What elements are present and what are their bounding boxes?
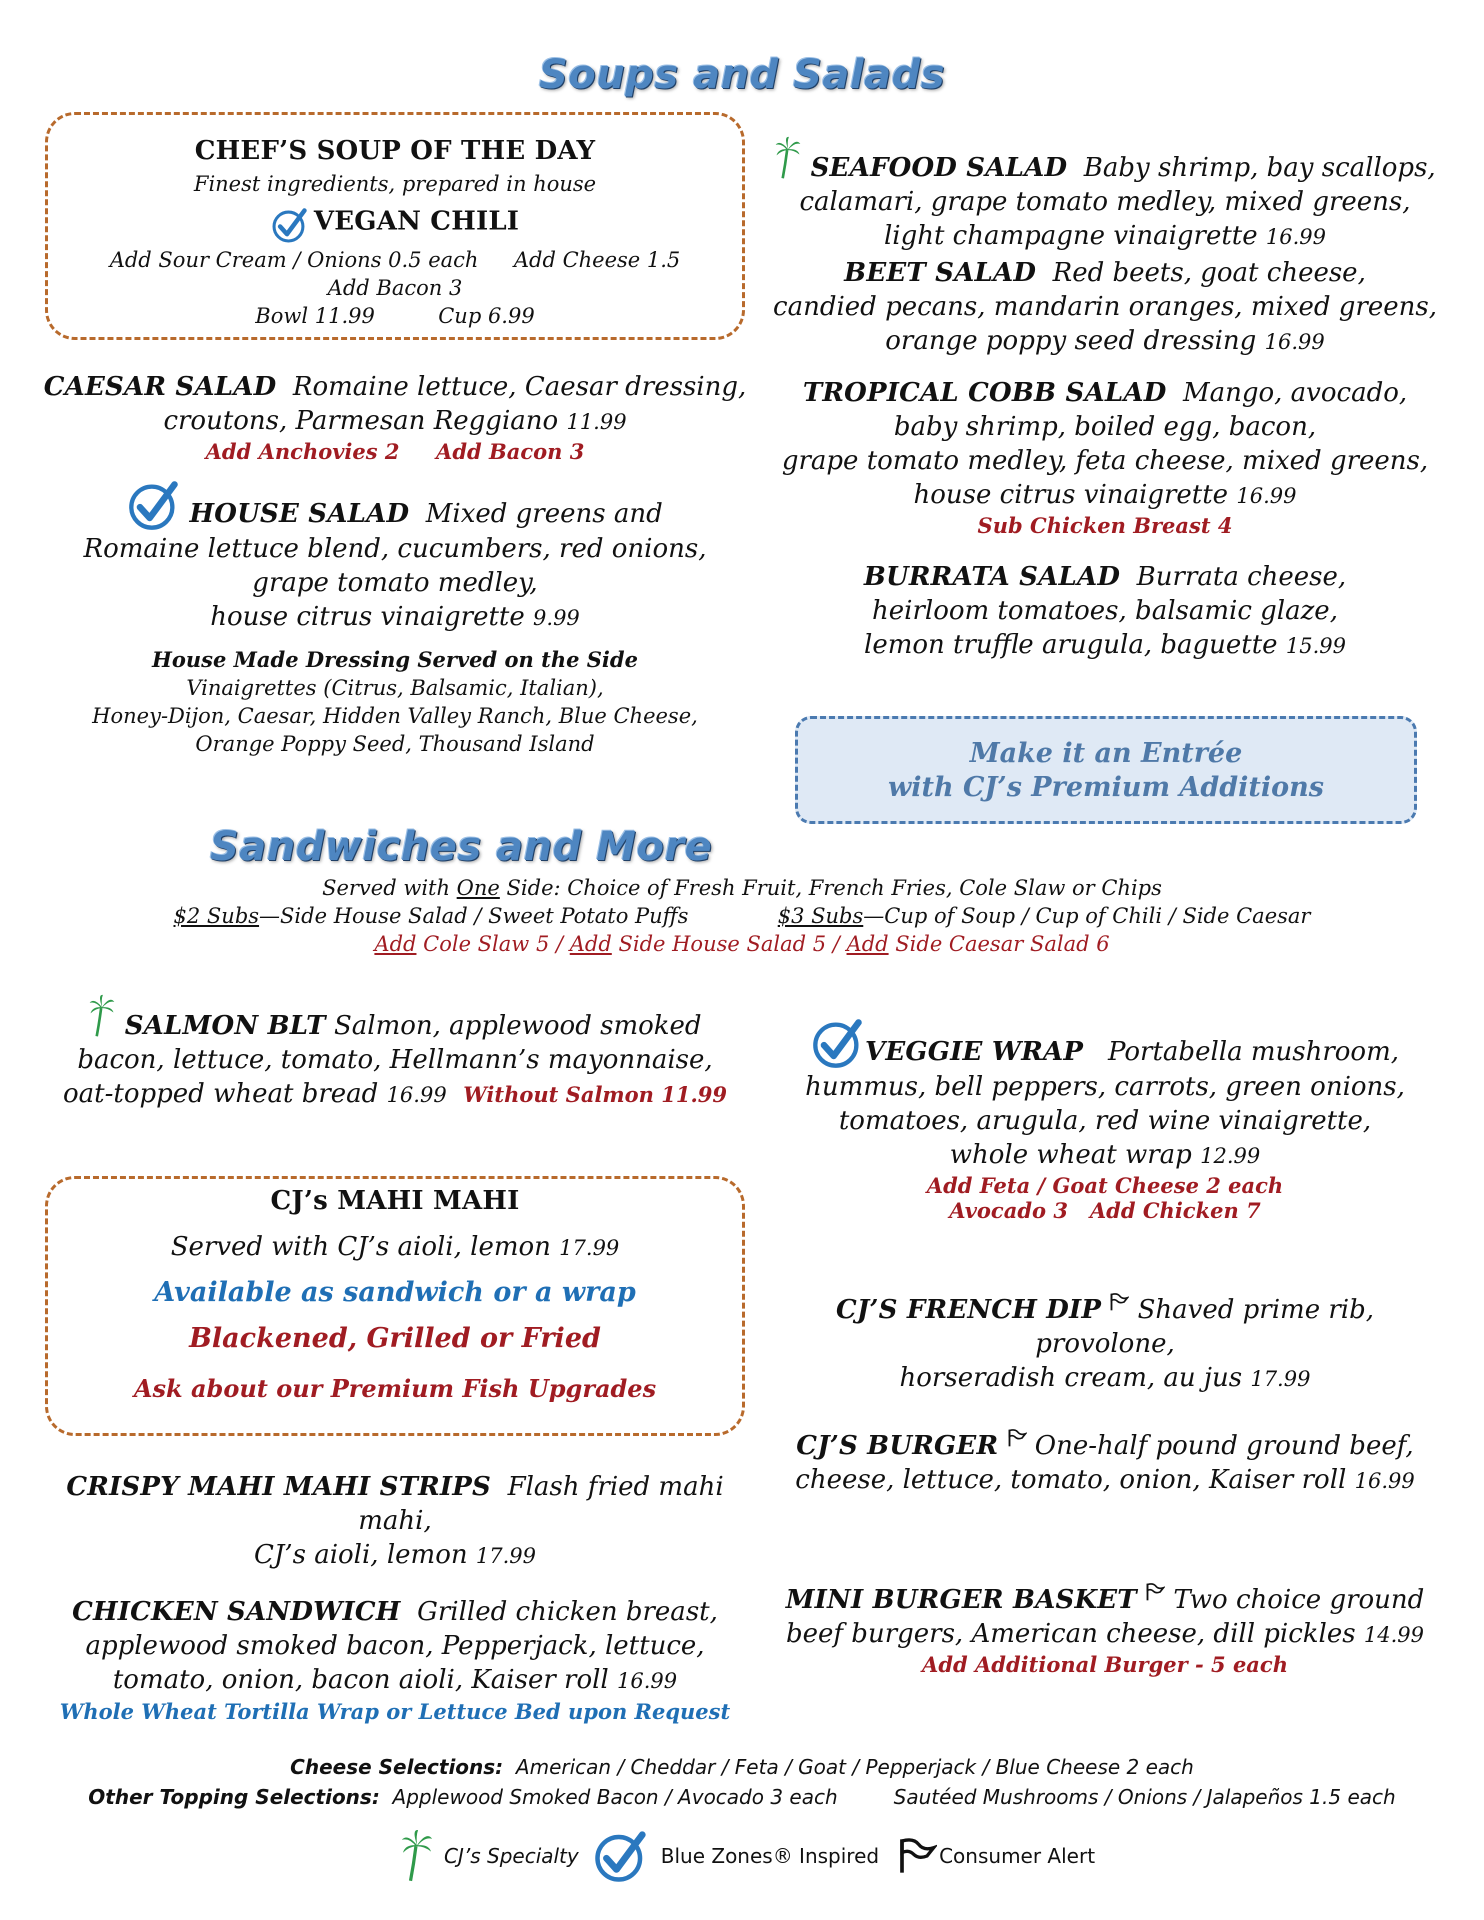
blue-zones-check-icon (271, 206, 309, 244)
french-dip-desc-2: horseradish cream, au jus (899, 1363, 1243, 1393)
soup-addons-row (45, 246, 745, 274)
cjs-burger (770, 1428, 1440, 1498)
chicken-price: 16.99 (617, 1669, 678, 1693)
mahi-prep-options: Blackened, Grilled or Fried (189, 1323, 601, 1354)
chicken-desc-1: Grilled chicken breast, (417, 1597, 718, 1627)
veggie-wrap (770, 1016, 1440, 1223)
premium-additions-box (795, 716, 1417, 824)
soup-tagline: Finest ingredients, prepared in house (193, 172, 597, 196)
seafood-salad (770, 136, 1440, 254)
other-topping-selections: Other Topping Selections: Applewood Smoked Bacon / Avocado 3 each Sautéed Mushrooms / Onions / Jalapeños 1.5 each (88, 1785, 1396, 1809)
french-dip-name: CJ’S FRENCH DIP (835, 1295, 1102, 1325)
mahi-desc: Served with CJ’s aioli, lemon (170, 1232, 551, 1262)
burrata-desc-1: Burrata cheese, (1136, 562, 1347, 592)
chicken-name: CHICKEN SANDWICH (72, 1597, 401, 1627)
beet-name: BEET SALAD (844, 258, 1037, 288)
salmon-blt-desc-3: oat-topped wheat bread (63, 1079, 379, 1109)
salmon-blt-name: SALMON BLT (124, 1011, 326, 1041)
french-dip-price: 17.99 (1250, 1367, 1311, 1391)
cj-specialty-palm-icon (88, 994, 116, 1038)
cobb-desc-2: baby shrimp, boiled egg, bacon, (893, 412, 1317, 442)
soup-addon-sour-cream: Add Sour Cream / Onions 0.5 each (109, 248, 479, 272)
veggie-wrap-add-2: Avocado 3 Add Chicken 7 (949, 1198, 1261, 1223)
burrata-desc-3: lemon truffle arugula, baguette (864, 630, 1278, 660)
dressings-line-3: Orange Poppy Seed, Thousand Island (195, 732, 595, 756)
caesar-desc-2: croutons, Parmesan Reggiano (163, 406, 559, 436)
mahi-wrap-option: Available as sandwich or a wrap (154, 1277, 636, 1308)
salmon-blt-price: 16.99 (386, 1083, 447, 1107)
salmon-blt-alt: Without Salmon 11.99 (463, 1082, 727, 1107)
beet-salad (770, 256, 1440, 359)
mahi-upgrades: Ask about our Premium Fish Upgrades (133, 1374, 657, 1403)
chicken-note: Whole Wheat Tortilla Wrap or Lettuce Bed upon Request (59, 1699, 731, 1724)
caesar-desc-1: Romaine lettuce, Caesar dressing, (292, 372, 747, 402)
burger-name: CJ’S BURGER (796, 1431, 999, 1461)
mahi-box-content (45, 1184, 745, 1404)
chicken-desc-3: tomato, onion, bacon aioli, Kaiser roll (112, 1665, 609, 1695)
french-dip (770, 1292, 1440, 1396)
mahi-price: 17.99 (559, 1236, 620, 1260)
seafood-desc-3: light champagne vinaigrette (883, 221, 1258, 251)
blue-zones-check-icon (127, 478, 181, 532)
consumer-alert-flag-icon (1109, 1292, 1129, 1312)
veggie-wrap-name: VEGGIE WRAP (864, 1037, 1084, 1067)
dressings-line-2: Honey-Dijon, Caesar, Hidden Valley Ranch, Blue Cheese, (92, 704, 698, 728)
house-desc-4: house citrus vinaigrette (210, 602, 525, 632)
sides-info (0, 874, 1484, 958)
dressings-title: House Made Dressing Served on the Side (152, 647, 638, 672)
consumer-alert-flag-icon (1145, 1582, 1165, 1602)
mahi-strips-desc-2: CJ’s aioli, lemon (254, 1540, 468, 1570)
cobb-desc-4: house citrus vinaigrette (913, 480, 1229, 510)
soup-sizes-row (45, 302, 745, 330)
seafood-desc-1: Baby shrimp, bay scallops, (1083, 153, 1436, 183)
tropical-cobb-salad (770, 376, 1440, 538)
mahi-name: CJ’s MAHI MAHI (270, 1186, 520, 1216)
soup-name: CHEF’S SOUP OF THE DAY (194, 136, 596, 166)
entree-line-2: with CJ’s Premium Additions (888, 772, 1324, 803)
blue-zones-check-icon (593, 1828, 649, 1884)
cj-specialty-palm-icon (400, 1829, 434, 1883)
cheese-selections: Cheese Selections: American / Cheddar / Feta / Goat / Pepperjack / Blue Cheese 2 each (290, 1755, 1194, 1779)
veggie-wrap-price: 12.99 (1200, 1144, 1261, 1168)
burger-desc-1: One-half pound ground beef, (1034, 1431, 1414, 1461)
house-desc-2: Romaine lettuce blend, cucumbers, red onions, (83, 534, 707, 564)
caesar-salad (30, 370, 760, 464)
cj-specialty-palm-icon (774, 136, 802, 180)
salmon-blt-desc-1: Salmon, applewood smoked (333, 1011, 702, 1041)
subs3-text: —Cup of Soup / Cup of Chili / Side Caesar (863, 904, 1311, 928)
mahi-strips-desc-1: Flash fried mahi mahi, (358, 1472, 724, 1536)
burger-price: 16.99 (1354, 1469, 1415, 1493)
chicken-desc-2: applewood smoked bacon, Pepperjack, lettuce, (85, 1631, 705, 1661)
sandwiches-title: Sandwiches and More (210, 824, 713, 870)
house-salad (60, 478, 730, 635)
mini-burger-add: Add Additional Burger - 5 each (922, 1652, 1288, 1677)
burrata-desc-2: heirloom tomatoes, balsamic glaze, (872, 596, 1338, 626)
cobb-desc-1: Mango, avocado, (1182, 378, 1408, 408)
veggie-wrap-desc-1: Portabella mushroom, (1107, 1037, 1399, 1067)
subs2-text: —Side House Salad / Sweet Potato Puffs (259, 904, 689, 928)
beet-desc-1: Red beets, goat cheese, (1052, 258, 1366, 288)
chicken-sandwich (40, 1595, 750, 1726)
seafood-desc-2: calamari, grape tomato medley, mixed greens, (799, 187, 1411, 217)
soup-box-content (45, 136, 745, 330)
mini-burger-basket (770, 1582, 1440, 1677)
veggie-wrap-desc-4: whole wheat wrap (949, 1140, 1192, 1170)
salmon-blt (60, 994, 730, 1112)
crispy-mahi-strips (40, 1470, 750, 1573)
veggie-wrap-add-1: Add Feta / Goat Cheese 2 each (926, 1173, 1284, 1198)
subs-line (0, 902, 1484, 930)
vegan-chili-row (45, 206, 745, 244)
soups-salads-title: Soups and Salads (538, 52, 946, 98)
house-desc-3: grape tomato medley, (252, 568, 538, 598)
caesar-name: CAESAR SALAD (43, 372, 277, 402)
burrata-salad (770, 560, 1440, 663)
served-with-line: Served with One Side: Choice of Fresh Fruit, French Fries, Cole Slaw or Chips (322, 876, 1162, 900)
caesar-addons: Add Anchovies 2 Add Bacon 3 (205, 439, 585, 464)
mahi-strips-name: CRISPY MAHI MAHI STRIPS (66, 1472, 492, 1502)
dressings (60, 646, 730, 758)
mini-burger-name: MINI BURGER BASKET (785, 1585, 1137, 1615)
subs2-label: $2 Subs (173, 904, 260, 928)
soup-bowl-price: Bowl 11.99 (255, 304, 375, 328)
burger-desc-2: cheese, lettuce, tomato, onion, Kaiser roll (795, 1465, 1347, 1495)
mini-burger-price: 14.99 (1363, 1623, 1424, 1647)
seafood-name: SEAFOOD SALAD (810, 153, 1068, 183)
mini-burger-desc-1: Two choice ground (1173, 1585, 1425, 1615)
legend-specialty: CJ’s Specialty (444, 1844, 579, 1868)
burrata-price: 15.99 (1285, 634, 1346, 658)
veggie-wrap-desc-3: tomatoes, arugula, red wine vinaigrette, (838, 1106, 1372, 1136)
add-sides-line: Add Cole Slaw 5 / Add Side House Salad 5 / Add Side Caesar Salad 6 (374, 932, 1110, 956)
french-dip-desc-1: Shaved prime rib, provolone, (1035, 1295, 1375, 1359)
topping-selections (0, 1752, 1484, 1812)
cobb-price: 16.99 (1236, 484, 1297, 508)
vegan-chili-name: VEGAN CHILI (313, 206, 520, 237)
consumer-alert-flag-icon (1007, 1428, 1027, 1448)
soup-addon-cheese: Add Cheese 1.5 (513, 248, 681, 272)
cobb-desc-3: grape tomato medley, feta cheese, mixed greens, (781, 446, 1429, 476)
house-desc-1: Mixed greens and (425, 499, 663, 529)
soup-addon-bacon: Add Bacon 3 (327, 276, 463, 300)
legend-blue-zones: Blue Zones® Inspired (660, 1844, 880, 1868)
entree-line-1: Make it an Entrée (969, 738, 1243, 769)
dressings-line-1: Vinaigrettes (Citrus, Balsamic, Italian), (186, 676, 604, 700)
seafood-price: 16.99 (1265, 225, 1327, 249)
cobb-name: TROPICAL COBB SALAD (802, 378, 1167, 408)
icon-legend (400, 1826, 1095, 1886)
caesar-price: 11.99 (566, 410, 627, 434)
house-name: HOUSE SALAD (189, 499, 410, 529)
house-price: 9.99 (533, 606, 580, 630)
blue-zones-check-icon (811, 1016, 865, 1070)
subs3-label: $3 Subs (777, 904, 864, 928)
burrata-name: BURRATA SALAD (863, 562, 1121, 592)
veggie-wrap-desc-2: hummus, bell peppers, carrots, green onions, (805, 1072, 1405, 1102)
salmon-blt-desc-2: bacon, lettuce, tomato, Hellmann’s mayonnaise, (77, 1045, 713, 1075)
mahi-strips-price: 17.99 (475, 1544, 536, 1568)
legend-consumer-alert: Consumer Alert (939, 1844, 1096, 1868)
beet-price: 16.99 (1264, 330, 1325, 354)
beet-desc-2: candied pecans, mandarin oranges, mixed greens, (773, 292, 1437, 322)
mini-burger-desc-2: beef burgers, American cheese, dill pickles (786, 1619, 1356, 1649)
consumer-alert-flag-icon (897, 1836, 937, 1876)
soup-cup-price: Cup 6.99 (438, 304, 535, 328)
cobb-sub: Sub Chicken Breast 4 (977, 513, 1233, 538)
beet-desc-3: orange poppy seed dressing (885, 326, 1257, 356)
